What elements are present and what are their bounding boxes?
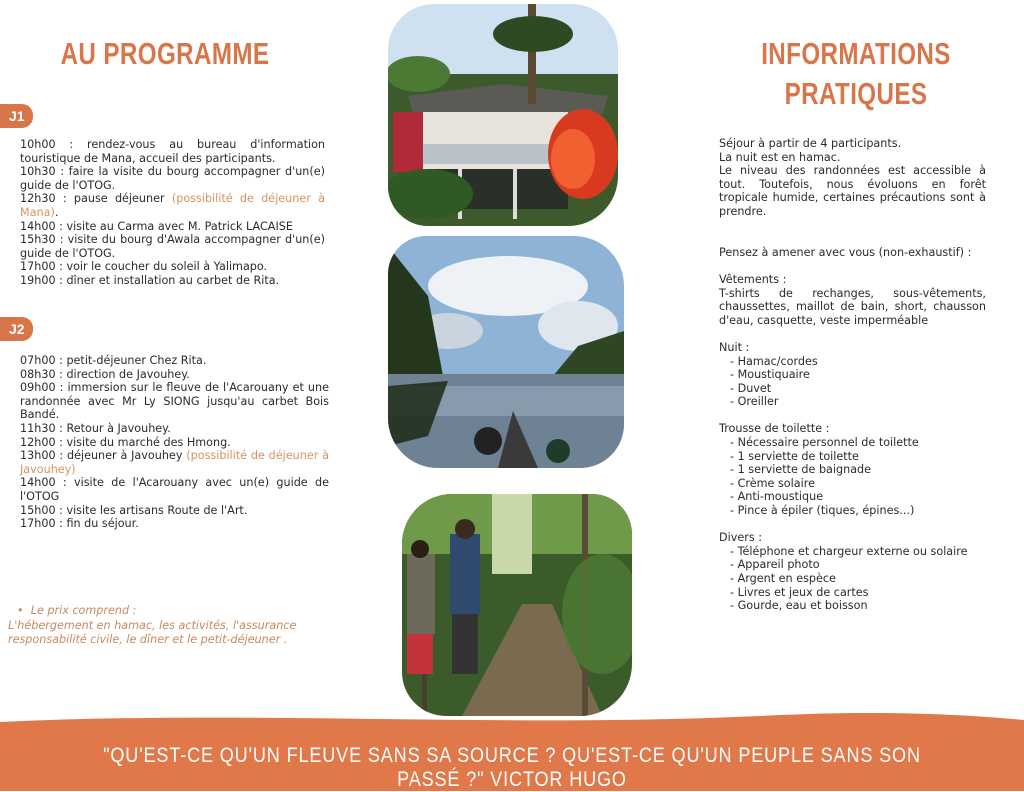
- list-item: - Moustiquaire: [730, 368, 810, 382]
- schedule-item: 08h30 : direction de Javouhey.: [20, 367, 190, 381]
- photo-house: [388, 4, 618, 226]
- toilet-title: Trousse de toilette :: [719, 422, 830, 436]
- price-title: Le prix comprend :: [30, 604, 137, 617]
- schedule-item: 19h00 : dîner et installation au carbet de Rita.: [20, 273, 280, 287]
- schedule-item: 14h00 : visite au Carma avec M. Patrick LACAISE: [20, 219, 293, 233]
- intro-line: La nuit est en hamac.: [719, 150, 841, 164]
- bullet-icon: •: [17, 604, 31, 617]
- list-item: - Anti-moustique: [730, 490, 824, 504]
- schedule-item: 07h00 : petit-déjeuner Chez Rita.: [20, 354, 207, 367]
- photo-river: [388, 236, 624, 468]
- list-item: - Hamac/cordes: [730, 354, 818, 368]
- bring-line: Pensez à amener avec vous (non-exhaustif) :: [719, 245, 972, 259]
- list-item: - Gourde, eau et boisson: [730, 599, 868, 613]
- photo-forest: [402, 494, 632, 716]
- info-title-line1: INFORMATIONS: [761, 36, 951, 71]
- intro-line: Séjour à partir de 4 participants.: [719, 137, 902, 150]
- list-item: - Appareil photo: [730, 558, 820, 572]
- list-item: - Nécessaire personnel de toilette: [730, 436, 919, 450]
- schedule-item: 12h30 : pause déjeuner (possibilité de déjeuner à Mana).: [20, 192, 325, 219]
- misc-list: [719, 545, 986, 613]
- misc-title: Divers :: [719, 531, 762, 545]
- list-item: - Duvet: [730, 381, 772, 395]
- schedule-highlight: (possibilité de déjeuner à Javouhey): [20, 449, 329, 476]
- info-title: [727, 34, 986, 114]
- list-item: - Oreiller: [730, 395, 779, 409]
- list-item: - Crème solaire: [730, 476, 815, 490]
- schedule-highlight: (possibilité de déjeuner à Mana): [20, 192, 325, 219]
- list-item: - Livres et jeux de cartes: [730, 585, 869, 599]
- schedule-item: 13h00 : déjeuner à Javouhey (possibilité de déjeuner à Javouhey): [20, 449, 329, 476]
- clothes-title: Vêtements :: [719, 272, 787, 286]
- info-title-line2: PRATIQUES: [784, 76, 928, 111]
- footer-quote: "QU'EST-CE QU'UN FLEUVE SANS SA SOURCE ? QU'EST-CE QU'UN PEUPLE SANS SON PASSÉ ?" VICTOR HUGO: [103, 744, 921, 791]
- list-item: - 1 serviette de toilette: [730, 449, 859, 463]
- day2-schedule: [20, 354, 329, 531]
- schedule-item: 10h30 : faire la visite du bourg accompagner d'un(e) guide de l'OTOG.: [20, 165, 325, 192]
- list-item: - Téléphone et chargeur externe ou solaire: [730, 544, 968, 558]
- info-content: [719, 137, 986, 613]
- schedule-item: 09h00 : immersion sur le fleuve de l'Acarouany et une randonnée avec Mr Ly SIONG jusqu'au carbet Bois Bandé.: [20, 381, 329, 422]
- schedule-item: 12h00 : visite du marché des Hmong.: [20, 435, 231, 449]
- schedule-item: 17h00 : fin du séjour.: [20, 517, 139, 531]
- toilet-list: [719, 436, 986, 518]
- intro-line: Le niveau des randonnées est accessible à tout. Toutefois, nous évoluons en forêt tropicale humide, certaines précautions sont à prendre.: [719, 164, 986, 218]
- night-list: [719, 355, 986, 409]
- price-text: L'hébergement en hamac, les activités, l'assurance responsabilité civile, le dîner et le petit-déjeuner .: [8, 618, 297, 646]
- clothes-text: T-shirts de rechanges, sous-vêtements, chaussettes, maillot de bain, short, chausson d'eau, casquette, veste imperméable: [719, 286, 986, 327]
- schedule-item: 10h00 : rendez-vous au bureau d'information touristique de Mana, accueil des participants.: [20, 138, 325, 165]
- list-item: - 1 serviette de baignade: [730, 463, 872, 477]
- list-item: - Pince à épiler (tiques, épines...): [730, 504, 915, 518]
- schedule-item: 17h00 : voir le coucher du soleil à Yalimapo.: [20, 260, 268, 274]
- schedule-item: 11h30 : Retour à Javouhey.: [20, 421, 171, 435]
- day1-badge: J1: [0, 104, 33, 128]
- day2-badge: J2: [0, 317, 33, 341]
- list-item: - Argent en espèce: [730, 572, 836, 585]
- schedule-item: 15h00 : visite les artisans Route de l'Art.: [20, 503, 248, 517]
- day1-schedule: [20, 138, 325, 288]
- price-note: [8, 604, 338, 648]
- program-title: AU PROGRAMME: [60, 36, 270, 71]
- night-title: Nuit :: [719, 340, 750, 354]
- schedule-item: 14h00 : visite de l'Acarouany avec un(e) guide de l'OTOG: [20, 476, 329, 503]
- schedule-item: 15h30 : visite du bourg d'Awala accompagner d'un(e) guide de l'OTOG.: [20, 233, 325, 260]
